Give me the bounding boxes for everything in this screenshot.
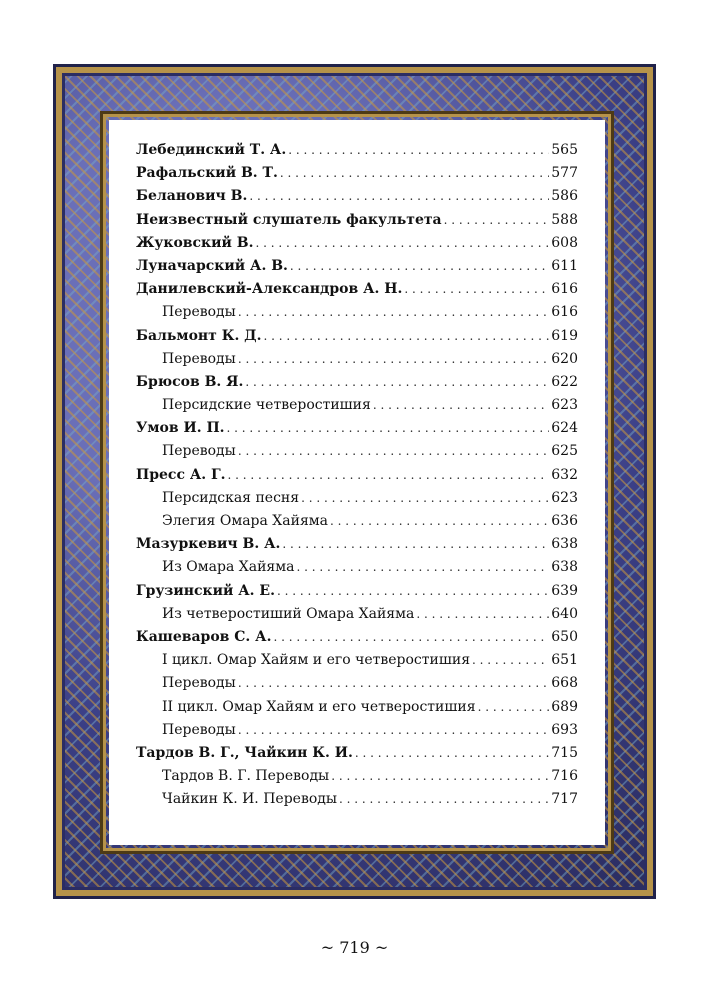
toc-entry-page: 715 xyxy=(551,744,578,761)
toc-entry-label: Беланович В. xyxy=(136,188,248,205)
dot-leader xyxy=(330,514,549,528)
toc-entry-label: Тардов В. Г. Переводы xyxy=(162,768,330,785)
toc-entry-author xyxy=(136,188,578,211)
dot-leader xyxy=(444,213,550,227)
toc-entry-subitem xyxy=(136,606,578,629)
dot-leader xyxy=(331,769,549,783)
toc-entry-label: Переводы xyxy=(162,443,236,460)
toc-entry-page: 619 xyxy=(551,327,578,344)
dot-leader xyxy=(238,723,549,737)
toc-entry-author xyxy=(136,420,578,443)
toc-entry-label: Данилевский-Александров А. Н. xyxy=(136,281,403,298)
toc-entry-label: Неизвестный слушатель факультета xyxy=(136,211,442,228)
toc-panel xyxy=(109,120,605,845)
dot-leader xyxy=(296,560,549,574)
toc-entry-page: 577 xyxy=(551,165,578,182)
toc-entry-page: 651 xyxy=(551,652,578,669)
dot-leader xyxy=(355,746,549,760)
toc-entry-page: 565 xyxy=(551,142,578,158)
toc-entry-author xyxy=(136,374,578,397)
toc-entry-label: Пресс А. Г. xyxy=(136,466,226,483)
toc-entry-page: 632 xyxy=(551,466,578,483)
dot-leader xyxy=(416,607,549,621)
toc-entry-label: Переводы xyxy=(162,350,236,367)
toc-entry-subitem xyxy=(136,351,578,374)
toc-entry-label: Бальмонт К. Д. xyxy=(136,327,262,344)
toc-entry-subitem xyxy=(136,304,578,327)
dot-leader xyxy=(277,584,549,598)
toc-entry-author xyxy=(136,745,578,768)
dot-leader xyxy=(339,792,549,806)
toc-entry-label: Рафальский В. Т. xyxy=(136,165,278,182)
toc-entry-subitem xyxy=(136,675,578,698)
toc-entry-label: Переводы xyxy=(162,721,236,738)
dot-leader xyxy=(273,630,549,644)
toc-entry-page: 623 xyxy=(551,397,578,414)
dot-leader xyxy=(301,491,549,505)
toc-entry-subitem xyxy=(136,791,578,814)
toc-entry-page: 622 xyxy=(551,373,578,390)
toc-entry-page: 638 xyxy=(551,559,578,576)
toc-entry-label: Из четверостиший Омара Хайяма xyxy=(162,605,415,622)
toc-entry-author xyxy=(136,583,578,606)
toc-entry-author xyxy=(136,142,578,165)
toc-entry-label: Элегия Омара Хайяма xyxy=(162,513,329,529)
toc-entry-page: 623 xyxy=(551,489,578,506)
dot-leader xyxy=(228,468,550,482)
toc-entry-label: Брюсов В. Я. xyxy=(136,373,244,390)
dot-leader xyxy=(282,537,549,551)
toc-entry-author xyxy=(136,258,578,281)
dot-leader xyxy=(290,259,549,273)
toc-entry-label: Персидские четверостишия xyxy=(162,397,371,414)
toc-entry-page: 616 xyxy=(551,281,578,298)
dot-leader xyxy=(249,189,549,203)
dot-leader xyxy=(238,352,549,366)
toc-entry-label: I цикл. Омар Хайям и его четверостишия xyxy=(162,652,471,669)
toc-entry-label: Жуковский В. xyxy=(136,234,254,251)
dot-leader xyxy=(373,398,549,412)
dot-leader xyxy=(280,166,549,180)
toc-entry-subitem xyxy=(136,559,578,582)
dot-leader xyxy=(404,282,549,296)
toc-entry-subitem xyxy=(136,699,578,722)
toc-entry-author xyxy=(136,536,578,559)
toc-entry-page: 624 xyxy=(551,420,578,437)
dot-leader xyxy=(238,305,549,319)
toc-entry-page: 639 xyxy=(551,582,578,599)
toc-entry-page: 625 xyxy=(551,443,578,460)
toc-entry-subitem xyxy=(136,443,578,466)
toc-entry-page: 638 xyxy=(551,536,578,553)
toc-entry-label: Чайкин К. И. Переводы xyxy=(162,791,338,808)
toc-entry-subitem xyxy=(136,768,578,791)
toc-entry-page: 611 xyxy=(551,257,578,274)
dot-leader xyxy=(478,700,550,714)
toc-entry-page: 640 xyxy=(551,605,578,622)
toc-entry-page: 588 xyxy=(551,211,578,228)
dot-leader xyxy=(238,676,549,690)
toc-entry-author xyxy=(136,165,578,188)
toc-entry-page: 620 xyxy=(551,350,578,367)
toc-entry-label: II цикл. Омар Хайям и его четверостишия xyxy=(162,698,476,715)
page-number: ~ 719 ~ xyxy=(320,938,389,957)
toc-entry-label: Персидская песня xyxy=(162,489,300,506)
toc-entry-page: 616 xyxy=(551,304,578,321)
dot-leader xyxy=(227,421,550,435)
toc-entry-label: Умов И. П. xyxy=(136,420,225,437)
dot-leader xyxy=(264,329,550,343)
dot-leader xyxy=(288,143,549,157)
dot-leader xyxy=(472,653,549,667)
toc-entry-page: 668 xyxy=(551,675,578,692)
toc-entry-author xyxy=(136,235,578,258)
toc-entry-label: Мазуркевич В. А. xyxy=(136,536,281,553)
toc-entry-author xyxy=(136,212,578,235)
toc-entry-author xyxy=(136,629,578,652)
toc-entry-page: 608 xyxy=(551,234,578,251)
toc-entry-subitem xyxy=(136,490,578,513)
toc-entry-author xyxy=(136,467,578,490)
toc-entry-label: Луначарский А. В. xyxy=(136,257,288,274)
dot-leader xyxy=(256,236,550,250)
toc-entry-subitem xyxy=(136,652,578,675)
toc-entry-label: Тардов В. Г., Чайкин К. И. xyxy=(136,744,353,761)
toc-entry-label: Переводы xyxy=(162,675,236,692)
toc-entry-subitem xyxy=(136,722,578,745)
toc-entry-author xyxy=(136,281,578,304)
toc-entry-page: 636 xyxy=(551,513,578,529)
toc-entry-label: Грузинский А. Е. xyxy=(136,582,275,599)
toc-entry-page: 689 xyxy=(551,698,578,715)
toc-entry-label: Лебединский Т. А. xyxy=(136,142,287,158)
toc-entry-subitem xyxy=(136,397,578,420)
ornamental-frame xyxy=(53,64,656,899)
toc-entry-subitem xyxy=(136,513,578,536)
toc-entry-page: 693 xyxy=(551,721,578,738)
toc-entry-page: 586 xyxy=(551,188,578,205)
dot-leader xyxy=(245,375,549,389)
toc-entry-label: Из Омара Хайяма xyxy=(162,559,295,576)
toc-entry-author xyxy=(136,328,578,351)
toc-entry-label: Переводы xyxy=(162,304,236,321)
dot-leader xyxy=(238,444,549,458)
toc-entry-label: Кашеваров С. А. xyxy=(136,628,272,645)
toc-entry-page: 717 xyxy=(551,791,578,808)
table-of-contents xyxy=(136,142,578,814)
toc-entry-page: 716 xyxy=(551,768,578,785)
toc-entry-page: 650 xyxy=(551,628,578,645)
